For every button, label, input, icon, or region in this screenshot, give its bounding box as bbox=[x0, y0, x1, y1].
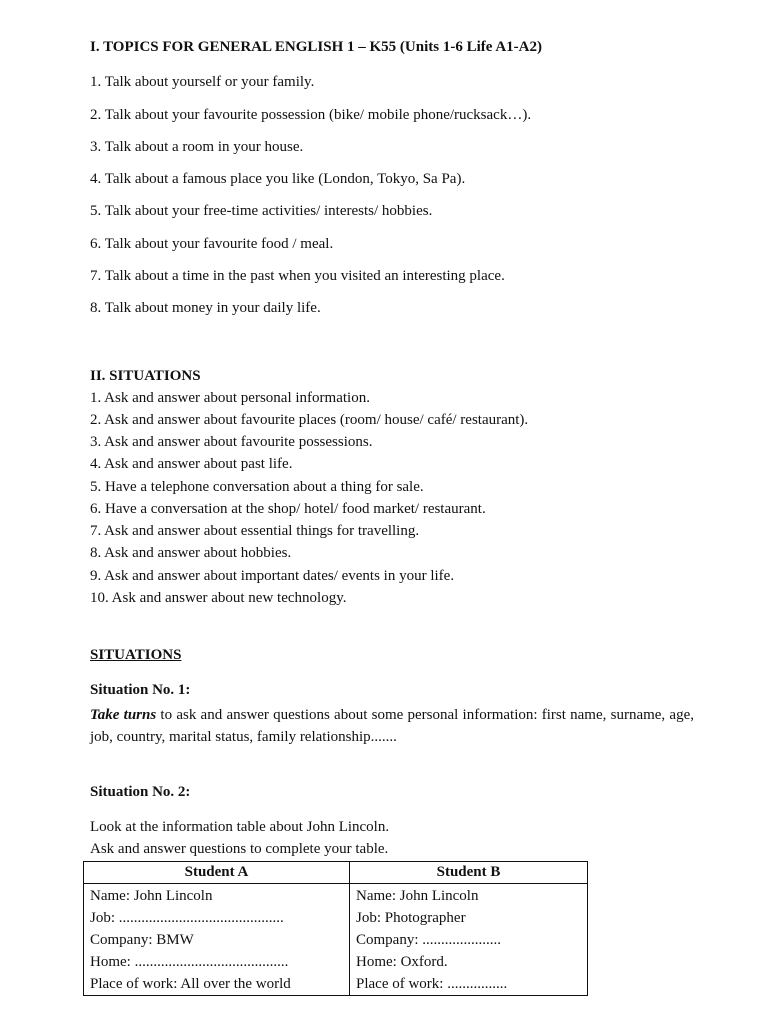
info-table bbox=[83, 861, 588, 996]
topic-item: 5. Talk about your free-time activities/ interests/ hobbies. bbox=[90, 203, 433, 219]
header-student-a: Student A bbox=[84, 862, 350, 884]
student-b-cell bbox=[350, 884, 588, 996]
situation-list-item: 9. Ask and answer about important dates/ events in your life. bbox=[90, 568, 455, 584]
student-b-place-of-work: Place of work: ................ bbox=[356, 976, 508, 992]
situation1-title: Situation No. 1: bbox=[90, 682, 191, 698]
table-header-row bbox=[84, 862, 588, 884]
situation1-text: to ask and answer questions about some personal information: first name, surname, age, job, country, marital status, family relationship....... bbox=[90, 707, 694, 745]
topic-item: 6. Talk about your favourite food / meal. bbox=[90, 236, 334, 252]
section2-title: II. SITUATIONS bbox=[90, 368, 201, 384]
situation1-paragraph bbox=[90, 704, 694, 748]
situations-heading: SITUATIONS bbox=[90, 647, 182, 663]
situation-list-item: 5. Have a telephone conversation about a thing for sale. bbox=[90, 479, 424, 495]
situation-list-item: 7. Ask and answer about essential things for travelling. bbox=[90, 523, 420, 539]
situation1-emphasis: Take turns bbox=[90, 707, 157, 723]
topic-item: 8. Talk about money in your daily life. bbox=[90, 300, 321, 316]
situation-list-item: 4. Ask and answer about past life. bbox=[90, 456, 293, 472]
topic-item: 2. Talk about your favourite possession (bike/ mobile phone/rucksack…). bbox=[90, 107, 532, 123]
situation-list-item: 6. Have a conversation at the shop/ hotel/ food market/ restaurant. bbox=[90, 501, 486, 517]
situation-list-item: 8. Ask and answer about hobbies. bbox=[90, 545, 292, 561]
header-student-b: Student B bbox=[350, 862, 588, 884]
situation-list-item: 3. Ask and answer about favourite possessions. bbox=[90, 434, 373, 450]
situation-list-item: 10. Ask and answer about new technology. bbox=[90, 590, 347, 606]
student-a-home: Home: ......................................... bbox=[90, 954, 289, 970]
student-b-name: Name: John Lincoln bbox=[356, 888, 479, 904]
situation-list-item: 1. Ask and answer about personal information. bbox=[90, 390, 370, 406]
topic-item: 3. Talk about a room in your house. bbox=[90, 139, 304, 155]
situation-list-item: 2. Ask and answer about favourite places (room/ house/ café/ restaurant). bbox=[90, 412, 529, 428]
student-a-job: Job: ............................................ bbox=[90, 910, 284, 926]
student-a-name: Name: John Lincoln bbox=[90, 888, 213, 904]
student-b-job: Job: Photographer bbox=[356, 910, 466, 926]
student-b-home: Home: Oxford. bbox=[356, 954, 448, 970]
section1-title: I. TOPICS FOR GENERAL ENGLISH 1 – K55 (Units 1-6 Life A1-A2) bbox=[90, 39, 542, 55]
topic-item: 7. Talk about a time in the past when you visited an interesting place. bbox=[90, 268, 505, 284]
topic-item: 1. Talk about yourself or your family. bbox=[90, 74, 315, 90]
situation2-line2: Ask and answer questions to complete your table. bbox=[90, 841, 389, 857]
student-b-company: Company: ..................... bbox=[356, 932, 501, 948]
student-a-place-of-work: Place of work: All over the world bbox=[90, 976, 291, 992]
student-a-cell bbox=[84, 884, 350, 996]
student-a-company: Company: BMW bbox=[90, 932, 194, 948]
table-row bbox=[84, 884, 588, 996]
situation2-title: Situation No. 2: bbox=[90, 784, 191, 800]
topic-item: 4. Talk about a famous place you like (London, Tokyo, Sa Pa). bbox=[90, 171, 466, 187]
situation2-line1: Look at the information table about John Lincoln. bbox=[90, 819, 390, 835]
